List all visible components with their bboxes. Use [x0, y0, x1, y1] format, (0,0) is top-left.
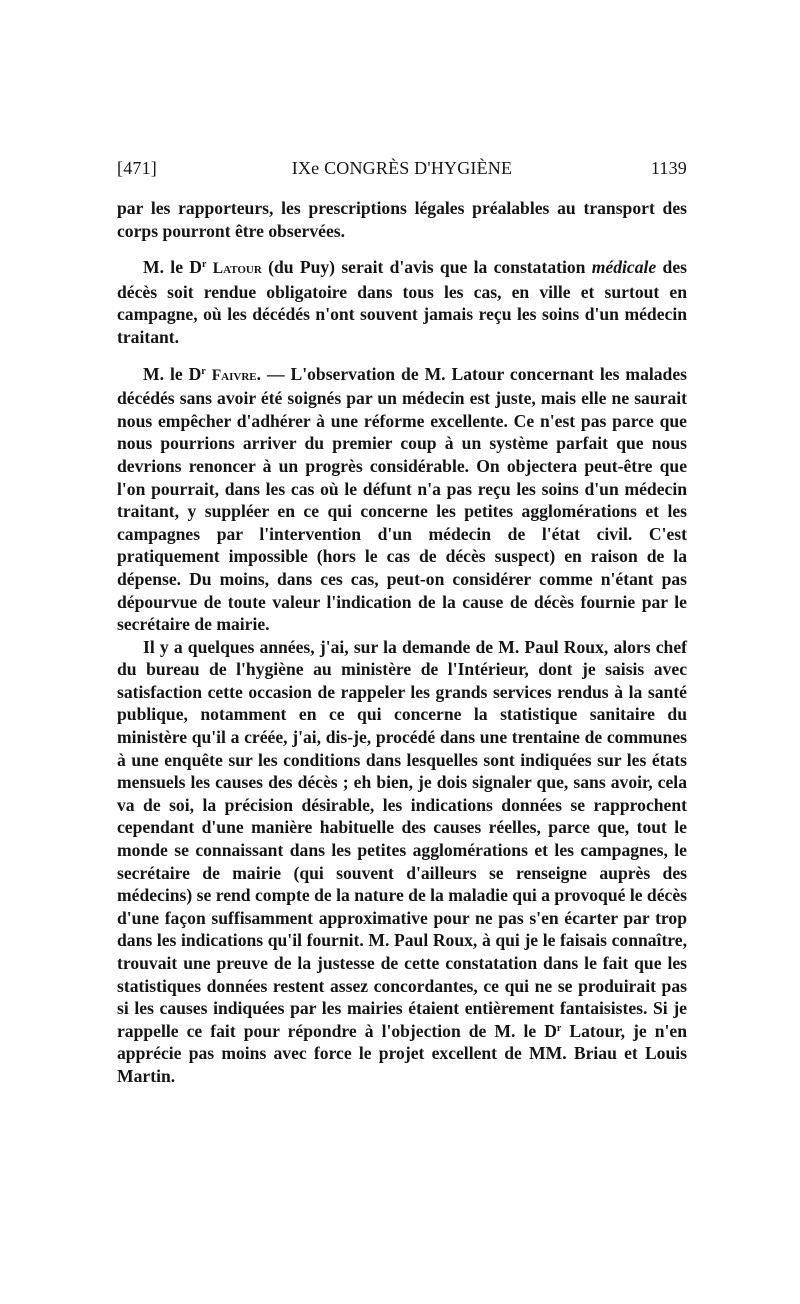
- speaker-prefix: M. le D: [143, 257, 202, 278]
- superscript: r: [201, 365, 206, 377]
- superscript: r: [556, 1022, 562, 1034]
- body-text: [117, 197, 687, 1088]
- paragraph-text: des décès soit rendue obligatoire dans tous les cas, en ville et surtout en campagne, où les décédés n'ont souvent jamais reçu les soins d'un médecin traitant.: [117, 257, 687, 347]
- header-page-ref: [471]: [117, 158, 157, 178]
- header-page-number: 1139: [650, 158, 687, 178]
- paragraph-text: (du Puy) serait d'avis que la constatation: [261, 257, 592, 278]
- paragraph-text: Latour, je n'en apprécie pas moins avec force le projet excellent de MM. Briau et Louis Martin.: [117, 1020, 687, 1086]
- italic-word: médicale: [591, 257, 657, 278]
- page-header: [117, 158, 687, 184]
- header-running-title: IXe CONGRÈS D'HYGIÈNE: [291, 158, 513, 178]
- paragraph-text: Il y a quelques années, j'ai, sur la demande de M. Paul Roux, alors chef du bureau de l'hygiène au ministère de l'Intérieur, dont je saisis avec satisfaction cette occasion de rappeler les grands services rendus à la santé publique, notamment en ce qui concerne la statistique sanitaire du ministère qu'il a créée, j'ai, dis-je, procédé dans une trentaine de communes à une enquête sur les conditions dans lesquelles sont indiquées sur les états mensuels les causes des décès ; eh bien, je dois signaler que, sans avoir, cela va de soi, la précision désirable, les indications données se rapprochent cependant d'une manière habituelle des causes réelles, parce que, tout le monde se connaissant dans les petites agglomérations et les campagnes, le secrétaire de mairie (qui souvent d'ailleurs se renseigne auprès des médecins) se rend compte de la nature de la maladie qui a provoqué le décès d'une façon suffisamment approximative pour ne pas s'en écarter par trop dans les indications qu'il fournit. M. Paul Roux, à qui je le faisais connaître, trouvait une preuve de la justesse de cette constatation dans le fait que les statistiques données restent assez concordantes, ce qui ne se produirait pas si les causes indiquées par les mairies étaient entièrement fantaisistes. Si je rappelle ce fait pour répondre à l'objection de M. le D: [117, 636, 687, 1041]
- paragraph-enquete: [117, 636, 687, 1088]
- paragraph-latour: [117, 256, 687, 348]
- superscript: r: [202, 259, 207, 271]
- speaker-prefix: M. le D: [143, 363, 202, 384]
- paragraph-faivre: [117, 363, 687, 636]
- paragraph-continuation: par les rapporteurs, les prescriptions légales préalables au transport des corps pourront être observées.: [117, 198, 687, 241]
- speaker-name: Latour: [212, 260, 262, 278]
- paragraph-text: . — L'observation de M. Latour concernant les malades décédés sans avoir été soignés par un médecin est juste, mais elle ne saurait nous empêcher d'adhérer à une réforme excellente. Ce n'est pas parce que nous pourrions arriver du premier coup à un système parfait que nous devrions renoncer à un progrès considérable. On objectera peut-être que l'on pourrait, dans les cas où le défunt n'a pas reçu les soins d'un médecin traitant, y suppléer en ce qui concerne les petites agglomérations et les campagnes par l'intervention d'un médecin de l'état civil. C'est pratiquement impossible (hors le cas de décès suspect) en raison de la dépense. Du moins, dans ces cas, peut-on considérer comme n'étant pas dépourvue de toute valeur l'indication de la cause de décès fournie par le secrétaire de mairie.: [117, 363, 687, 635]
- speaker-name: Faivre: [211, 366, 257, 384]
